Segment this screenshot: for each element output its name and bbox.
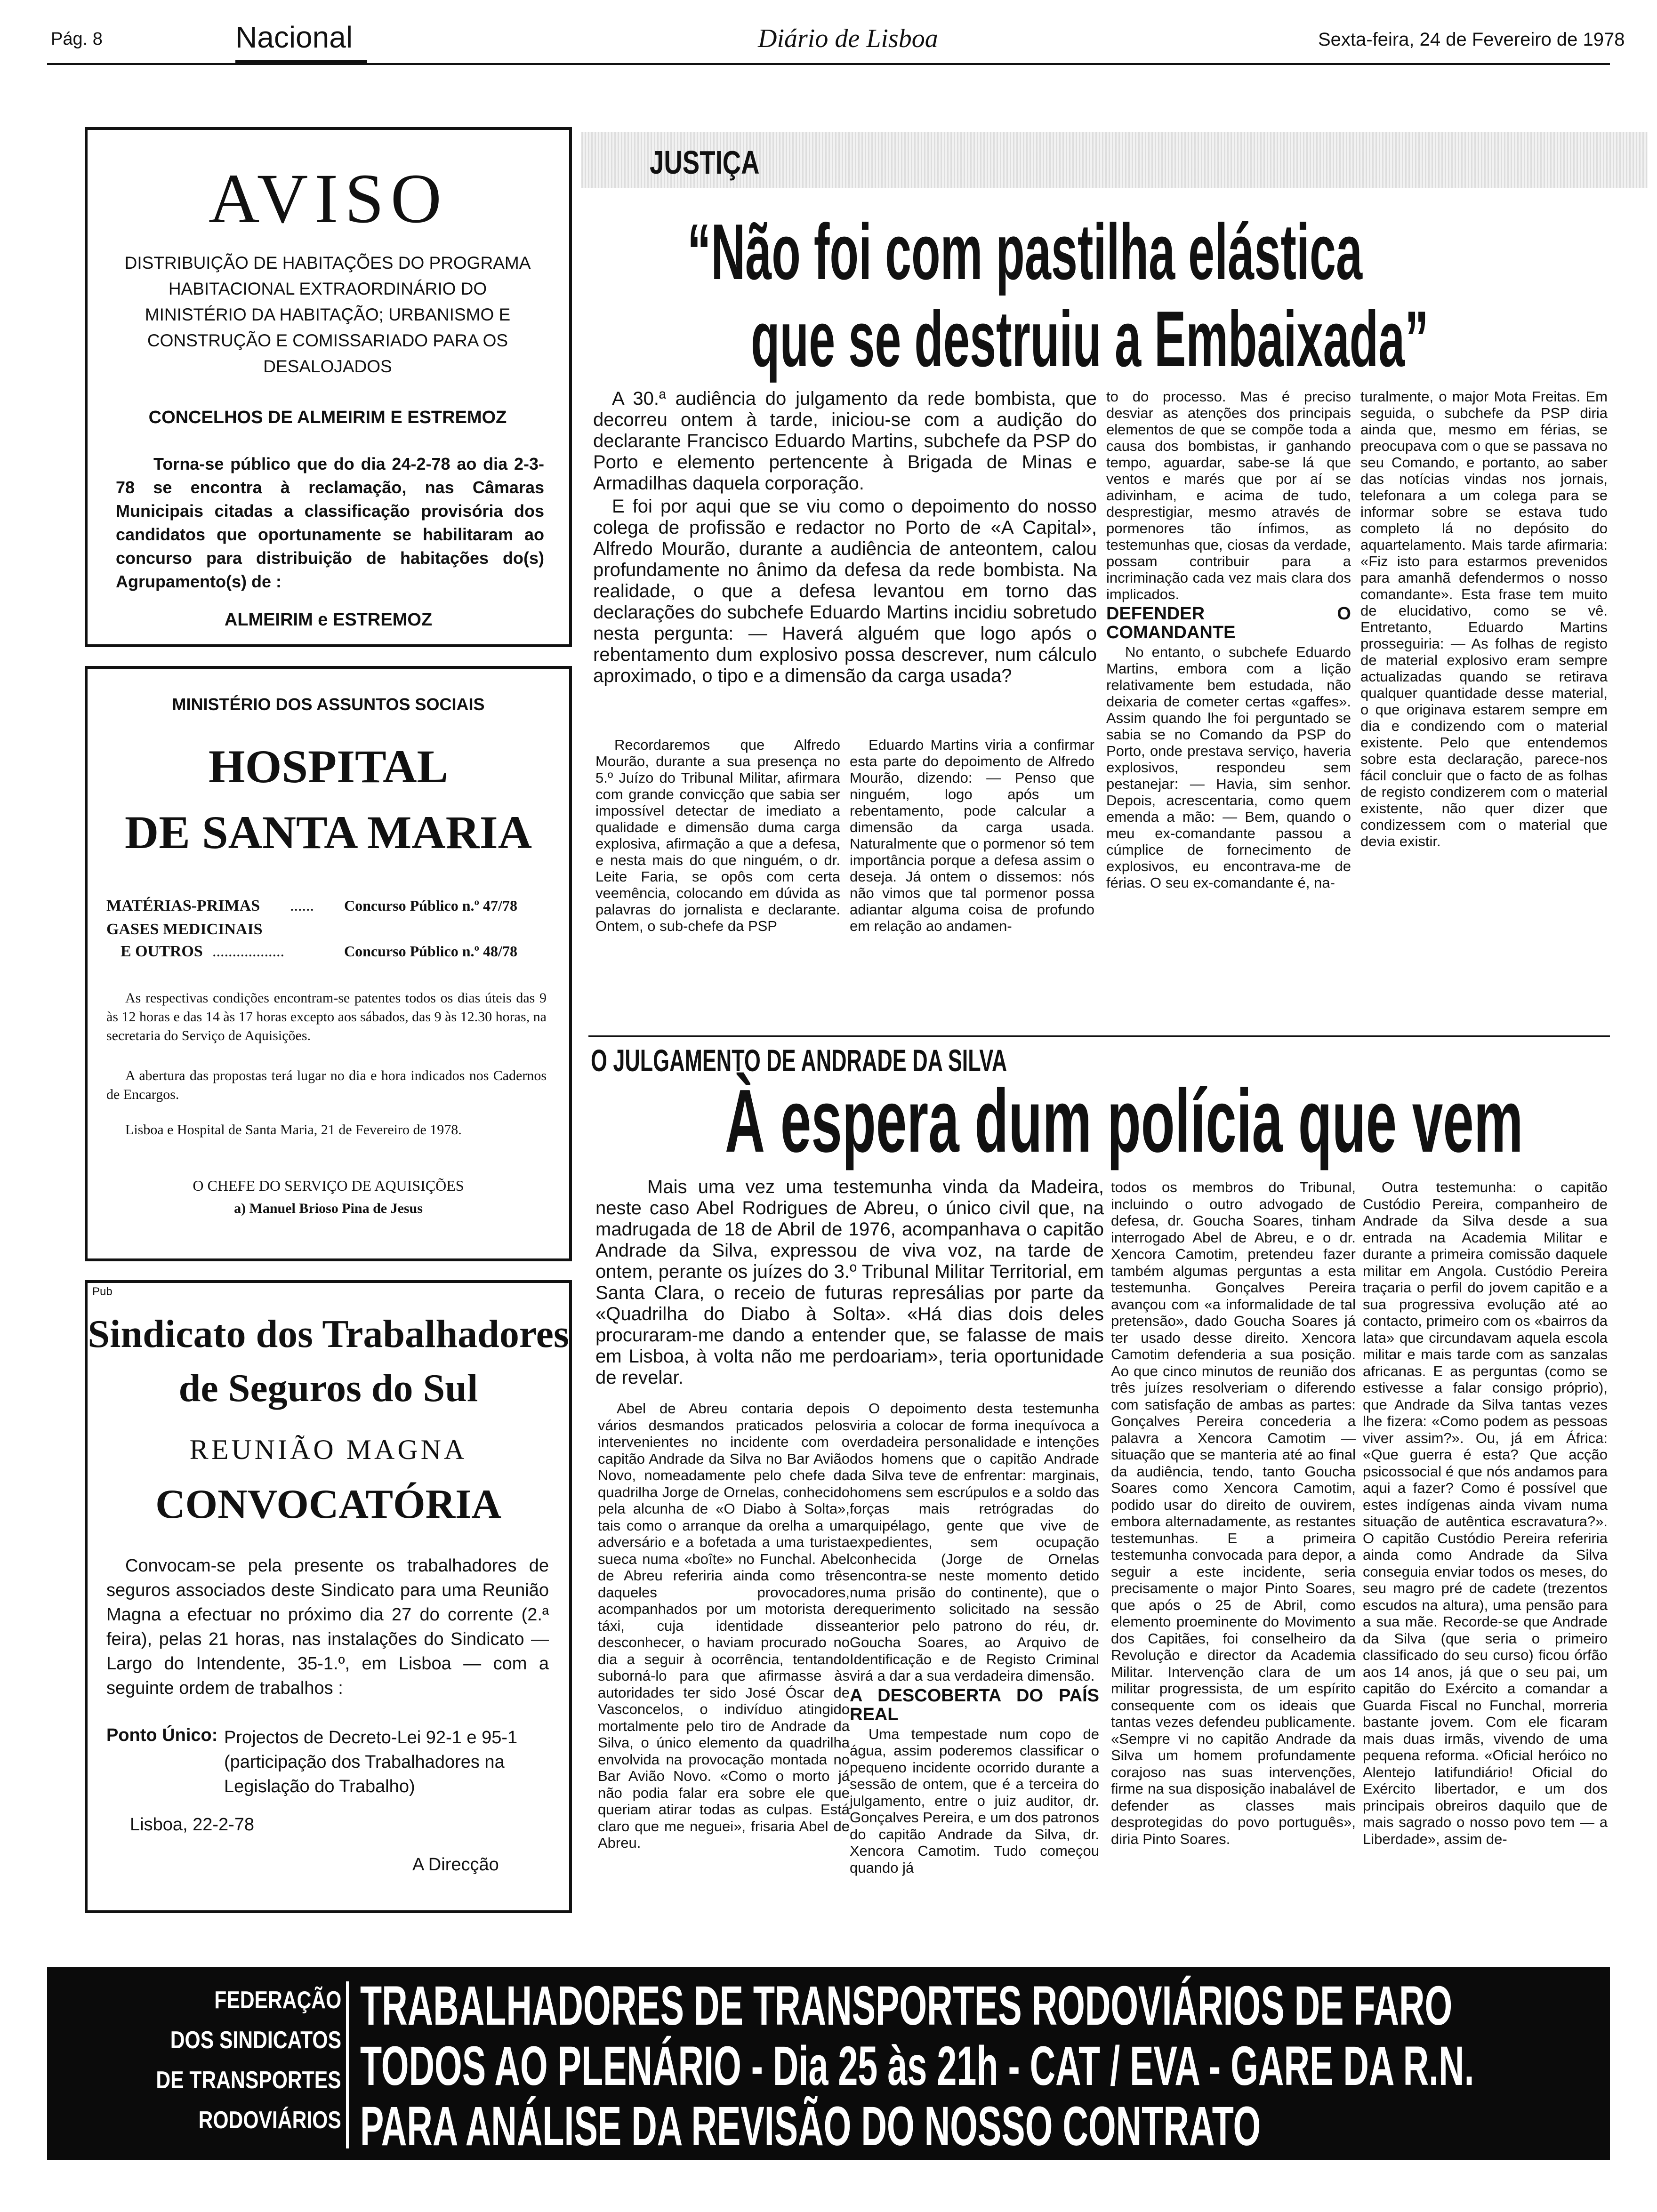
article2-col-b [850, 1400, 1099, 1878]
article1-col-c1-text: to do processo. Mas é preciso desviar as atenções dos principais elementos de que se compõe toda a causa dos bombistas, ir ganhando tempo, aguardar, sabe-se lá que ventos e marés que por aí se adivinham, e acima de tudo, desprestigiar, mesmo através de pormenores tão ínfimos, as testemunhas que, ciosas da verdade, possam contribuir para a incriminação cada vez mais clara dos implicados. [1106, 388, 1351, 602]
sindicato-ad [85, 1280, 572, 1913]
article2-col-d-text: Outra testemunha: o capitão Custódio Pereira, companheiro de Andrade da Silva desde a sua entrada na Academia Militar e durante a primeira comissão daquele militar em Angola. Custódio Pereira traçaria o perfil do jovem capitão e a sua progressiva evolução até ao contacto, primeiro com os «bairros da lata» que circundavam aquela escola militar e mais tarde com as sanzalas africanas. E as perguntas (como se estivesse a falar consigo próprio), que Andrade da Silva tantas vezes lhe fizera: «Como podem as pessoas viver assim?». Ou, já em África: «Que guerra é esta? Que acção psicossocial é que nós andamos para aqui a fazer? Como é possível que estes indígenas ainda vivam numa situação de autêntica escravatura?». O capitão Custódio Pereira referiria ainda como Andrade da Silva conseguia enviar todos os meses, do seu magro pré de cadete (trezentos escudos na altura), uma pensão para a sua mãe. Recorde-se que Andrade da Silva (que seria o primeiro classificado do seu curso) ficou órfão aos 14 anos, já que o seu pai, um capitão do Exército a comandar a Guarda Fiscal no Funchal, morreria bastante jovem. Com ele ficaram mais duas irmãs, vivendo de uma pequena reforma. «Oficial heróico no Alentejo latifundiário! Oficial do Exército libertador, e um dos principais obreiros daquilo que de mais sagrado o nosso povo tem — a Liberdade», assim de- [1363, 1179, 1608, 1847]
banner-right-1: TRABALHADORES DE TRANSPORTES RODOVIÁRIOS DE FARO [360, 1975, 1453, 2037]
article1-lead2: E foi por aqui que se viu como o depoimento do nosso colega de profissão e redactor no Porto de «A Capital», Alfredo Mourão, durante a audiência de anteontem, calou profundamente no ânimo da defesa da rede bombista. Na realidade, o que a defesa levantou em torno das declarações do subchefe Eduardo Martins incidiu sobretudo nesta pergunta: — Haverá alguém que logo após o rebentamento dum explosivo possa descrever, num cálculo aproximado, o tipo e a dimensão da carga usada? [593, 496, 1097, 686]
hospital-name-2: DE SANTA MARIA [125, 806, 532, 858]
article2-lead-column [595, 1177, 1104, 1390]
article2-col-a [598, 1400, 850, 1853]
sindicato-name-2: de Seguros do Sul [178, 1366, 478, 1410]
header-rule [47, 63, 1610, 65]
hospital-item1-label: MATÉRIAS-PRIMAS [106, 897, 260, 914]
sindicato-convocation: CONVOCATÓRIA [155, 1482, 501, 1527]
aviso-intro: DISTRIBUIÇÃO DE HABITAÇÕES DO PROGRAMA HABITACIONAL EXTRAORDINÁRIO DO MINISTÉRIO DA HABITAÇÃO; URBANISMO E CONSTRUÇÃO E COMISSARIADO PARA OS DESALOJADOS [124, 253, 531, 376]
pub-label: Pub [92, 1285, 113, 1298]
article1-col-a-text: Recordaremos que Alfredo Mourão, durante a sua presença no 5.º Juízo do Tribunal Militar, afirmara com grande convicção que sabia ser impossível detectar de imediato a qualidade e dimensão duma carga explosiva, afirmação a que a defesa, e nesta mais do que ninguém, o dr. Leite Faria, se opôs com certa veemência, colocando em dúvida as palavras do jornalista e declarante. Ontem, o sub-chefe da PSP [595, 737, 840, 934]
hospital-signature-name: a) Manuel Brioso Pina de Jesus [234, 1201, 423, 1216]
hospital-signature-title: O CHEFE DO SERVIÇO DE AQUISIÇÕES [193, 1177, 464, 1194]
article2-lead: Mais uma vez uma testemunha vinda da Madeira, neste caso Abel Rodrigues de Abreu, o único civil que, na madrugada de 18 de Abril de 1976, acompanhava o capitão Andrade da Silva, expressou de viva voz, na tarde de ontem, perante os juízes do 3.º Tribunal Militar Territorial, em Santa Clara, o receio de futuras represálias por parte da «Quadrilha do Diabo à Solta». «Há dias dois deles procuraram-me dando a entender que, se falasse de mais em Lisboa, à volta não me perdoariam», teria oportunidade de revelar. [595, 1177, 1104, 1388]
banner-left-4: RODOVIÁRIOS [198, 2107, 341, 2134]
article1-col-b [850, 737, 1094, 936]
banner-left-3: DE TRANSPORTES [156, 2067, 341, 2094]
article1-lead: A 30.ª audiência do julgamento da rede bombista, que decorreu ontem à tarde, iniciou-se com a audição do declarante Francisco Eduardo Martins, subchefe da PSP do Porto e elemento pertencente à Brigada de Minas e Armadilhas daquela corporação. [593, 388, 1097, 494]
hospital-para1: As respectivas condições encontram-se patentes todos os dias úteis das 9 às 12 horas e das 14 às 17 horas excepto aos sábados, das 9 às 12.30 horas, na secretaria do Serviço de Aquisições. [106, 990, 547, 1043]
hospital-name-1: HOSPITAL [208, 740, 449, 793]
hospital-ad [85, 666, 572, 1261]
sindicato-meeting: REUNIÃO MAGNA [189, 1434, 467, 1465]
hospital-ministry: MINISTÉRIO DOS ASSUNTOS SOCIAIS [172, 695, 485, 714]
hospital-item2-value: Concurso Público n.º 48/78 [344, 943, 517, 960]
article1-col-a [595, 737, 840, 936]
article2-col-d [1363, 1179, 1608, 1849]
sindicato-body: Convocam-se pela presente os trabalhadores de seguros associados deste Sindicato para uma Reunião Magna a efectuar no próximo dia 27 do corrente (2.ª feira), pelas 21 horas, nas instalações do Sindicato — Largo do Intendente, 35-1.º, em Lisboa — com a seguinte ordem de trabalhos : [106, 1556, 549, 1698]
banner-left-1: FEDERAÇÃO [214, 1987, 341, 2014]
hospital-item2-label-b: E OUTROS [121, 943, 203, 960]
article2-col-b2-text: Uma tempestade num copo de água, assim poderemos classificar o pequeno incidente ocorrido durante a sessão de ontem, que é a terceira do julgamento, entre o juiz auditor, dr. Gonçalves Pereira, e um dos patronos do capitão Andrade da Silva, dr. Xencora Camotim. Tudo começou quando já [850, 1725, 1099, 1876]
sindicato-signature: A Direcção [412, 1855, 499, 1875]
sindicato-agenda: Projectos de Decreto-Lei 92-1 e 95-1 (participação dos Trabalhadores na Legislação do Trabalho) [224, 1728, 518, 1796]
newspaper-name: Diário de Lisboa [758, 24, 938, 53]
article2-subhead: A DESCOBERTA DO PAÍS REAL [850, 1685, 1099, 1724]
aviso-title: AVISO [208, 160, 448, 238]
article-separator [588, 1035, 1610, 1037]
hospital-para2: A abertura das propostas terá lugar no dia e hora indicados nos Cadernos de Encargos. [106, 1068, 547, 1102]
transport-banner [47, 1967, 1610, 2160]
article1-col-d-text: turalmente, o major Mota Freitas. Em seguida, o subchefe da PSP diria ainda que, mesmo em férias, se preocupava com o que se passava no seu Comando, e portanto, ao saber das notícias vindas nos jornais, telefonara a um colega para se informar sobre se estava tudo completo lá no depósito do aquartelamento. Mais tarde afirmaria: «Fiz isto para estarmos prevenidos para amanhã defendermos o nosso comandante». Esta frase tem muito de elucidativo, como se vê. Entretanto, Eduardo Martins prosseguiria: — As folhas de registo de material explosivo eram sempre actualizadas quando se retirava qualquer quantidade desse material, o que originava estarem sempre em dia e condizendo com o material existente. Pelo que entendemos sobre esta declaração, parece-nos fácil concluir que o facto de as folhas de registo condizerem com o material existente, não quer dizer que condizessem com o material que devia existir. [1360, 388, 1608, 850]
banner-divider [346, 1981, 349, 2148]
hospital-para3: Lisboa e Hospital de Santa Maria, 21 de Fevereiro de 1978. [125, 1122, 462, 1138]
article1-col-b-text: Eduardo Martins viria a confirmar esta parte do depoimento de Alfredo Mourão, dizendo: — Penso que ninguém, logo após um rebentamento, pode calcular a dimensão da carga usada. Naturalmente que o pormenor só tem importância porque a defesa assim o deseja. Já ontem o dissemos: nós não vimos que tal pormenor possa adiantar alguma coisa de profundo em relação ao andamen- [850, 737, 1094, 934]
article2-col-c-text: todos os membros do Tribunal, incluindo o outro advogado de defesa, dr. Goucha Soares, tinham interrogado Abel de Abreu, e o dr. Xencora Camotim, pretendeu fazer também algumas perguntas a esta testemunha. Gonçalves Pereira avançou com «a informalidade de tal pretensão», dado Goucha Soares já ter usado desse direito. Xencora Camotim defenderia a sua posição. Ao que cinco minutos de reunião dos três juízes resolveriam o diferendo com satisfação de ambas as partes: Gonçalves Pereira concederia a palavra a Xencora Camotim — situação que se manteria até ao final da audiência, tendo, tanto Goucha Soares como Xencora Camotim, podido usar do direito de ouvirem, embora alternadamente, as restantes testemunhas. E a primeira testemunha convocada para depor, a seguir a este incidente, seria precisamente o major Pinto Soares, que após o 25 de Abril, como elemento proeminente do Movimento dos Capitães, foi conselheiro da Revolução e director da Academia Militar. Intervenção clara de um militar progressista, de um espírito consequente com os ideais que tantas vezes defendeu publicamente. «Sempre vi no capitão Andrade da Silva um homem profundamente corajoso nas suas intervenções, firme na sua disposição inabalável de defender as classes mais desprotegidas do povo português», diria Pinto Soares. [1111, 1179, 1356, 1847]
article1-kicker: JUSTIÇA [650, 144, 760, 181]
article1-headline-1: “Não foi com pastilha elástica [687, 208, 1363, 296]
article1-subhead: DEFENDER O COMANDANTE [1106, 604, 1351, 642]
sindicato-agenda-label: Ponto Único: [106, 1725, 218, 1745]
hospital-item1-value: Concurso Público n.º 47/78 [344, 897, 517, 914]
article2-kicker: O JULGAMENTO DE ANDRADE DA SILVA [591, 1043, 1007, 1078]
article1-col-d [1360, 388, 1608, 851]
article2-col-c [1111, 1179, 1356, 1849]
article1-col-c2-text: No entanto, o subchefe Eduardo Martins, embora com a lição relativamente bem estudada, não deixaria de cometer certas «gaffes». Assim quando lhe foi perguntado se sabia se no Comando da PSP do Porto, onde prestava serviço, haveria explosivos, respondeu sem pestanejar: — Havia, sim senhor. Depois, acrescentaria, como quem emenda a mão: — Bem, quando o meu ex-comandante passou a cúmplice de fornecimento de explosivos, eu encontrava-me de férias. O seu ex-comandante é, na- [1106, 644, 1351, 891]
sindicato-name-1: Sindicato dos Trabalhadores [88, 1312, 569, 1356]
sindicato-date: Lisboa, 22-2-78 [130, 1815, 255, 1835]
banner-right-3: PARA ANÁLISE DA REVISÃO DO NOSSO CONTRATO [360, 2095, 1261, 2157]
article1-lead-column [593, 388, 1097, 689]
banner-left-2: DOS SINDICATOS [170, 2027, 341, 2054]
page-number: Pág. 8 [51, 29, 103, 49]
hospital-item2-label-a: GASES MEDICINAIS [106, 921, 263, 938]
article2-col-a-text: Abel de Abreu contaria depois vários desmandos praticados pelos intervenientes no incidente com o capitão Andrade da Silva no Bar Avião Novo, nomeadamente pelo chefe da quadrilha Jorge de Ornelas, conhecido pela alcunha de «O Diabo à Solta», tais como o arranque da orelha a um adversário e a bofetada a uma turista sueca numa «boîte» no Funchal. Abel de Abreu referiria ainda como três daqueles provocadores, acompanhados por um motorista de táxi, cuja identidade disse desconhecer, o haviam procurado no dia a seguir à ocorrência, tentando suborná-lo para que afirmasse às autoridades ter sido José Óscar de Vasconcelos, o indivíduo atingido mortalmente pelo tiro de Andrade da Silva, o único elemento da quadrilha envolvida na provocação montada no Bar Avião Novo. «Como o morto já não podia falar era sobre ele que queriam atirar todas as culpas. Está claro que me neguei», frisaria Abel de Abreu. [598, 1400, 850, 1851]
hospital-item1-dots: ...... [290, 897, 314, 914]
aviso-places: ALMEIRIM e ESTREMOZ [224, 610, 433, 630]
hospital-item2-dots: .................. [212, 943, 284, 960]
aviso-body: Torna-se público que do dia 24-2-78 ao dia 2-3-78 se encontra à reclamação, nas Câmaras Municipais citadas a classificação provisória dos candidatos que oportunamente se habilitaram ao concurso para distribuição de habitações do(s) Agrupamento(s) de : [116, 454, 544, 591]
article2-headline: À espera dum polícia que vem [725, 1071, 1523, 1171]
issue-date: Sexta-feira, 24 de Fevereiro de 1978 [1318, 29, 1625, 50]
article1-headline-2: que se destruiu a Embaixada” [751, 295, 1429, 383]
section-name: Nacional [235, 20, 353, 54]
article2-col-b1-text: O depoimento desta testemunha viria a colocar de forma inequívoca a verdadeira personalidade e intenções dos homens que o capitão Andrade da Silva teve de enfrentar: marginais, homens sem escrúpulos e a soldo das forças mais retrógradas do arquipélago, gente que vive de expedientes, sem ocupação conhecida (Jorge de Ornelas encontra-se neste momento detido numa prisão do continente), que o requerimento solicitado na sessão anterior pelo patrono do réu, dr. Goucha Soares, ao Arquivo de Identificação e de Registo Criminal virá a dar a sua verdadeira dimensão. [850, 1400, 1099, 1684]
banner-right-2: TODOS AO PLENÁRIO - Dia 25 às 21h - CAT / EVA - GARE DA R.N. [360, 2035, 1474, 2097]
article1-col-c [1106, 388, 1351, 893]
aviso-councils: CONCELHOS DE ALMEIRIM E ESTREMOZ [148, 408, 507, 427]
aviso-ad [85, 127, 572, 647]
